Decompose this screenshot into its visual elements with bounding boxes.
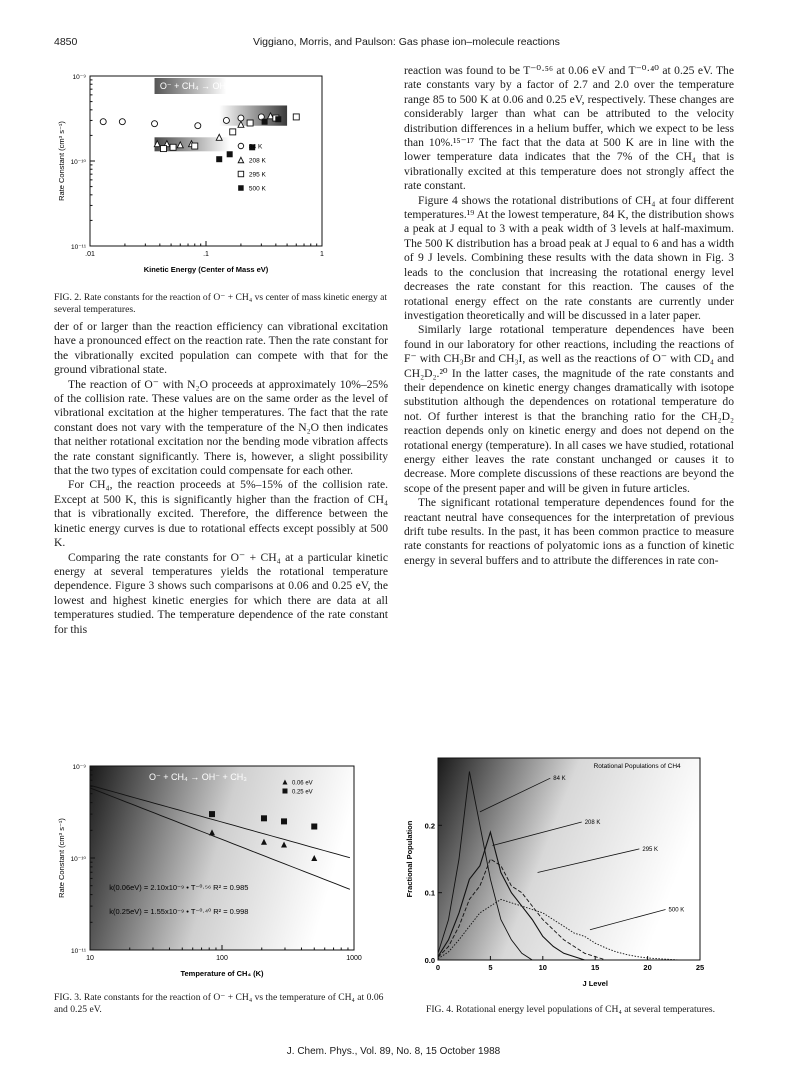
- data-point: [100, 119, 106, 125]
- data-point: [282, 789, 287, 794]
- data-point: [238, 115, 244, 121]
- data-point: [311, 823, 317, 829]
- x-tick-label: 25: [695, 963, 705, 972]
- y-tick-label: 10⁻¹⁰: [70, 856, 86, 863]
- chart-title: Rotational Populations of CH4: [593, 763, 681, 770]
- y-tick-label: 0.2: [424, 821, 435, 831]
- y-tick-label: 0.0: [424, 956, 435, 965]
- data-point: [281, 818, 287, 824]
- series-label: 295 K: [642, 846, 659, 853]
- paragraph: The reaction of O⁻ with N₂O proceeds at approximately 10%–25% of the collision rate. These values are on the same order as the level of vibrational excitation at the higher temperatures. The fact that the rate constant does not vary with the temperature of the N₂O then indicates that neither rotational excitation nor the bending mode vibration affects the rate constant significantly. There is, however, a slight possibility that the two types of excitation could compensate for each other.: [54, 377, 388, 478]
- legend-label: 0.06 eV: [291, 780, 313, 787]
- y-axis-label: Fractional Population: [405, 820, 414, 898]
- series-label: 84 K: [553, 776, 566, 783]
- fit-equation: k(0.06eV) = 2.10x10⁻⁹ • T⁻⁰·⁵⁶ R² = 0.985: [109, 882, 249, 892]
- x-tick-label: 20: [643, 963, 652, 972]
- y-axis-label: Rate Constant (cm³ s⁻¹): [57, 818, 66, 898]
- running-title: Viggiano, Morris, and Paulson: Gas phase ion–molecule reactions: [253, 36, 560, 48]
- data-point: [238, 157, 244, 163]
- paragraph: Similarly large rotational temperature dependences have been found in our laboratory for other reactions, including the reactions of F⁻ with CH₃Br and CH₃I, as well as the reactions of O⁻ with CD₄ and CH₂D₂.²⁰ In the latter cases, the magnitude of the rate constants and their dependence on kinetic energy changes dramatically with isotope substitution although the dependences on rotational temperature do not. Of further interest is that the branching ratio for the CH₂D₂ reaction depends only on kinetic energy and does not depend on the rotational energy (temperature). In all cases we have studied, rotational energy either leaves the rate constant unchanged or causes it to decrease. More complete discussions of these reactions are beyond the scope of the present paper and will be given in future articles.: [404, 323, 734, 495]
- data-point: [230, 129, 236, 135]
- y-axis-label: Rate Constant (cm³ s⁻¹): [57, 121, 66, 201]
- data-point: [293, 114, 299, 120]
- x-tick-label: .1: [203, 251, 209, 258]
- right-column: [404, 64, 734, 568]
- paragraph: Figure 4 shows the rotational distributions of CH₄ at four different temperatures.¹⁹ At the lowest temperature, 84 K, the distribution shows a peak at J equal to 3 with a peak width of 3 levels at half-maximum. The 500 K distribution has a broad peak at J equal to 6 and has a width of 9 J levels. Combining these results with the data shown in Fig. 3 leads to the conclusion that increasing the rotational energy level decreases the rate constant for this reaction. The causes of the rotational energy effect on the rate constants are currently under investigation theoretically and will be discussed in a later paper.: [404, 193, 734, 322]
- fig4-caption: FIG. 4. Rotational energy level populations of CH₄ at several temperatures.: [426, 1004, 716, 1015]
- data-point: [160, 146, 166, 152]
- y-tick-label: 10⁻⁹: [72, 764, 86, 771]
- x-tick-label: 100: [216, 955, 228, 962]
- x-axis-label: Temperature of CH₄ (K): [180, 969, 264, 978]
- paragraph: The significant rotational temperature dependences found for the reactant neutral have consequences for the interpretation of previous drift tube results. In the past, it has been common practice to measure rate constants for reactions of polyatomic ions as a function of kinetic energy in several buffers and to attribute the differences in rate con-: [404, 496, 734, 567]
- data-point: [209, 811, 215, 817]
- data-point: [119, 119, 125, 125]
- data-point: [261, 815, 267, 821]
- data-point: [170, 144, 176, 150]
- data-point: [262, 119, 268, 125]
- fig2-caption: FIG. 2. Rate constants for the reaction of O⁻ + CH₄ vs center of mass kinetic energy at several temperatures.: [54, 292, 388, 315]
- paragraph: der of or larger than the reaction efficiency can vibrational excitation have a pronounced effect on the reaction rate. Then the rate constant for the vibrationally excited population can compete with that for the ground vibrational state.: [54, 320, 388, 377]
- fig3-caption: FIG. 3. Rate constants for the reaction of O⁻ + CH₄ vs the temperature of CH₄ at 0.06 and 0.25 eV.: [54, 992, 384, 1015]
- fit-equation: k(0.25eV) = 1.55x10⁻⁹ • T⁻⁰·⁴⁰ R² = 0.998: [109, 906, 249, 916]
- series-label: 500 K: [668, 907, 685, 914]
- legend-label: 295 K: [248, 171, 266, 179]
- y-tick-label: 10⁻¹⁰: [70, 159, 86, 166]
- data-point: [195, 123, 201, 129]
- x-tick-label: 1: [320, 251, 324, 258]
- legend-label: 84 K: [248, 143, 263, 151]
- chart-title: O⁻ + CH₄ → OH⁻ + CH₃: [159, 81, 258, 91]
- page-number: 4850: [54, 36, 78, 48]
- y-tick-label: 10⁻⁹: [72, 74, 86, 81]
- data-point: [192, 143, 198, 149]
- paragraph: Comparing the rate constants for O⁻ + CH₄ at a particular kinetic energy at several temperatures yields the rotational temperature dependence. Figure 3 shows such comparisons at 0.06 and 0.25 eV, the lowest and highest kinetic energies for which there are data at all temperatures studied. The temperature dependence of the rate constant for this: [54, 550, 388, 636]
- x-tick-label: 5: [488, 963, 493, 972]
- data-point: [227, 151, 233, 157]
- x-tick-label: 10: [86, 955, 94, 962]
- data-point: [275, 116, 281, 122]
- x-tick-label: 15: [591, 963, 600, 972]
- x-axis-label: Kinetic Energy (Center of Mass eV): [143, 265, 269, 274]
- paragraph: reaction was found to be T⁻⁰·⁵⁶ at 0.06 eV and T⁻⁰·⁴⁰ at 0.25 eV. The rate constants vary by a factor of 2.7 and 2.0 over the temperature range 85 to 500 K at 0.06 and 0.25 eV, respectively. These changes are considerably larger than what can be attributed to the velocity distribution differences in a helium buffer, which we expect to be less than 10%.¹⁵⁻¹⁷ The fact that the data at 500 K are in line with the lower temperature data indicates that the 7% of the CH₄ that is vibrationally excited at this temperature does not strongly affect the rate constant.: [404, 64, 734, 193]
- left-column: [54, 320, 388, 637]
- data-point: [238, 143, 244, 149]
- x-tick-label: 1000: [346, 955, 362, 962]
- x-tick-label: 0: [435, 963, 441, 972]
- x-tick-label: .01: [85, 251, 95, 258]
- data-point: [238, 171, 244, 177]
- data-point: [216, 156, 222, 162]
- y-tick-label: 0.1: [424, 888, 435, 898]
- data-point: [152, 121, 158, 127]
- legend-label: 500 K: [248, 185, 266, 193]
- fig4-chart: [400, 752, 730, 990]
- y-tick-label: 10⁻¹¹: [71, 244, 86, 251]
- y-tick-label: 10⁻¹¹: [71, 948, 86, 955]
- series-label: 208 K: [584, 819, 601, 826]
- fig2-chart: [54, 64, 392, 280]
- legend-label: 0.25 eV: [291, 789, 313, 796]
- data-point: [238, 185, 244, 191]
- data-point: [223, 117, 229, 123]
- fig3-chart: [54, 756, 386, 990]
- chart-title: O⁻ + CH₄ → OH⁻ + CH₃: [149, 772, 247, 782]
- x-tick-label: 10: [538, 963, 547, 972]
- plot-frame: [90, 76, 322, 246]
- paragraph: For CH₄, the reaction proceeds at 5%–15% of the collision rate. Except at 500 K, this is significantly higher than the fraction of CH₄ that is vibrationally excited. Therefore, the difference between the kinetic energy curves is due to rotational effects except possibly at 500 K.: [54, 478, 388, 550]
- journal-footer: J. Chem. Phys., Vol. 89, No. 8, 15 October 1988: [286, 1046, 501, 1057]
- legend-label: 208 K: [248, 157, 266, 165]
- data-point: [216, 134, 222, 140]
- data-point: [247, 120, 253, 126]
- x-axis-label: J Level: [582, 979, 608, 988]
